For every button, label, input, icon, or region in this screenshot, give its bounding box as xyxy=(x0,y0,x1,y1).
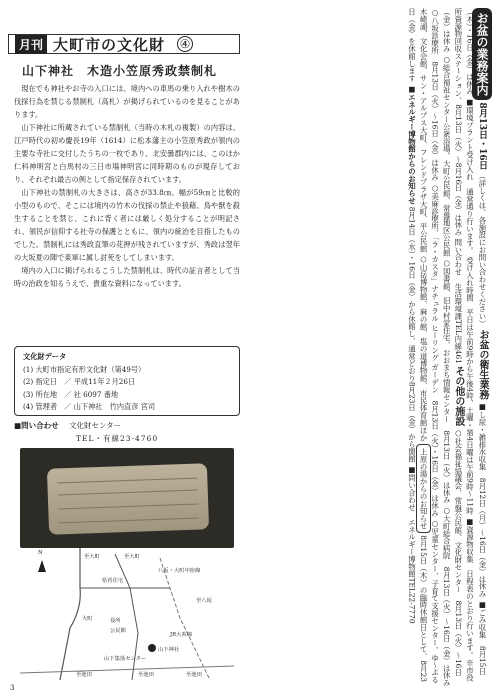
paragraph: 山下神社の禁制札の大きさは、高さが33.8㎝、幅が59㎝と比較的小型のもので、そこには境内の竹木の伐採の禁止や狼藉、鳥や獣を殺生することを禁じ、これに背く者には厳しく処分することが明記され、領民が信仰する社寺の保護とともに、領内の統治を目指したものでした。禁制札には秀政直筆の花押が残されていますが、秀政は翌年の大坂夏の陣で東軍に属し討死をしてしまいます。 xyxy=(14,188,240,262)
map-label: JR大糸線 xyxy=(170,632,193,638)
map-label: 山下神社 xyxy=(158,647,180,653)
map-north-label: N xyxy=(38,550,43,556)
spa-item: 8月15日（木）の臨時休館日として、8月23日（金）を休館します xyxy=(407,8,429,682)
health-item: ■し尿・雑排水収集 8月12日（月）〜16日（金）は休み xyxy=(478,402,487,598)
other-item: ○美麻診療所、「ラ・カスタ」ナチュラル ヒーリング ガーデン 8月13日（火）・16日（金）は休み xyxy=(430,183,440,517)
map-label: 山下集落センター xyxy=(104,656,147,662)
page-number: 3 xyxy=(10,684,15,692)
recycle-item: ■資源物収集 日程表のとおり行います。※市役所資源物回収ステーション、8月13日（火）〜8月16日（金）は休み xyxy=(453,8,475,682)
inquiry-label: ■問い合わせ xyxy=(14,421,59,430)
other-item: ○図書館、旧中村家住宅、おおまち情報センター 8月13日（火）は休み xyxy=(442,258,452,504)
map-label: 至池田 xyxy=(138,672,154,678)
data-item: (4) 管理者 ／ 山下神社 竹内直彦 宮司 xyxy=(23,402,156,411)
spa-item: ■問い合わせ エネルギー博物館TEL22-7770 xyxy=(407,465,417,624)
other-item: ○総合福祉センター公衆浴場、大町公民館、常盤地区公民館 xyxy=(442,54,452,257)
spa-item: ■エネルギー博物館からのお知らせ xyxy=(407,84,417,205)
map-label: 公民館 xyxy=(110,628,126,634)
other-item: ○大町総合病院 8月13日（火）〜16日（金）は休み xyxy=(442,506,452,687)
map-label: 至池田 xyxy=(186,672,202,678)
map-label: 大町 xyxy=(82,616,93,622)
vertical-text-columns xyxy=(406,8,488,688)
data-item: (3) 所在地 ／ 社 6097 番地 xyxy=(23,389,119,399)
map-label: 至大町 xyxy=(124,554,140,560)
article-headline: 山下神社 木造小笠原秀政禁制札 xyxy=(22,64,218,78)
series-title: 大町市の文化財 xyxy=(53,35,166,54)
map-label: 八坂・大町中宿線 xyxy=(158,568,201,574)
cultural-data-box xyxy=(14,346,240,416)
right-page xyxy=(250,0,494,700)
article-body xyxy=(14,82,240,290)
other-item: ○八坂診療所 8月13日（火）〜16日（金）は休み xyxy=(430,8,440,182)
section-other-heading: その他の施設 xyxy=(452,366,464,427)
inquiry-tel: TEL・有線23-4760 xyxy=(76,434,159,443)
signboard-photo xyxy=(20,448,234,548)
paragraph: 境内の入口に掲げられるこうした禁制札は、時代の証言者として当時の治政を知るうえで、貴重な資料になっています。 xyxy=(14,266,240,288)
series-number: ④ xyxy=(177,36,193,52)
data-box-heading: 文化財データ xyxy=(23,352,67,361)
section-health-heading: お盆の衛生業務 xyxy=(477,329,488,400)
section-spa-heading: 上原の湯からのお知らせ xyxy=(416,444,431,533)
notice-date: 8月13日・16日 xyxy=(477,102,487,170)
paragraph: 山下神社に所蔵されている禁制札（当時の木札の複製）の内容は、江戸時代の初め慶長19年（1614）に松本藩主の小笠原秀政が領内の主要な寺社に交付したうちの一枚であり、北安曇郡内には、このほか仁科神明宮と白馬村の三日市場神明宮に同時期のものが現存しており、それぞれ最古の例として指定保存されています。 xyxy=(14,123,240,184)
other-item: ○山岳博物館、麻の館、塩の道博物館、市民体育館ほか xyxy=(419,254,429,442)
notice-title: お盆の業務案内 xyxy=(472,8,492,100)
wooden-signboard-image xyxy=(47,463,209,535)
map-label: 至池田 xyxy=(76,672,92,678)
health-item: 受け入れ時間 平日は午前9時から午後4時、土曜・第4日曜は午前9時〜11時 xyxy=(465,256,475,515)
data-item: (1) 大町市指定有形文化財（第49号） xyxy=(23,364,146,374)
data-item: (2) 指定日 ／ 平成11年２月26日 xyxy=(23,377,136,386)
inquiry-value: 文化財センター xyxy=(68,421,122,430)
spa-item: 8月14日（水）・16日（金）から休館し、通常どおり8月23日（金）から開館 xyxy=(407,206,417,463)
other-item: ○児童センター、子育て支援センター、ゆ〜ぷる木崎湖、文化会館、サン・アルプス大町、フレンドプラザ大町、平公民館 xyxy=(419,8,440,684)
series-banner xyxy=(8,34,240,54)
series-badge: 月刊 xyxy=(15,35,47,54)
paragraph: 現在でも神社やお寺の入口には、境内への車馬の乗り入れや樹木の伐採行為を禁じる禁制札（高札）が掲げられているのを見ることがあります。 xyxy=(14,84,240,119)
map-label: 県営住宅 xyxy=(102,578,124,584)
notice-note: （詳しくは、各施設にお問い合わせください） xyxy=(478,172,487,328)
map-label: 役所 xyxy=(110,618,121,624)
health-contact: 問い合わせ 生活環境課TEL内線461 xyxy=(453,238,463,364)
health-item: ■環境プラント受け入れ 通常通り行います。 xyxy=(465,97,475,255)
location-map xyxy=(20,548,234,680)
map-label: 至大町 xyxy=(84,554,100,560)
health-item: ■ごみ収集 8月15日（木）・16日（金）は休み xyxy=(465,8,487,675)
map-label: 至八坂 xyxy=(196,598,212,604)
other-item: ○社会福祉協議会、常盤公民館、文化財センター 8月13日（火）〜16日（金）は休み xyxy=(442,8,463,676)
inquiry xyxy=(14,420,121,431)
